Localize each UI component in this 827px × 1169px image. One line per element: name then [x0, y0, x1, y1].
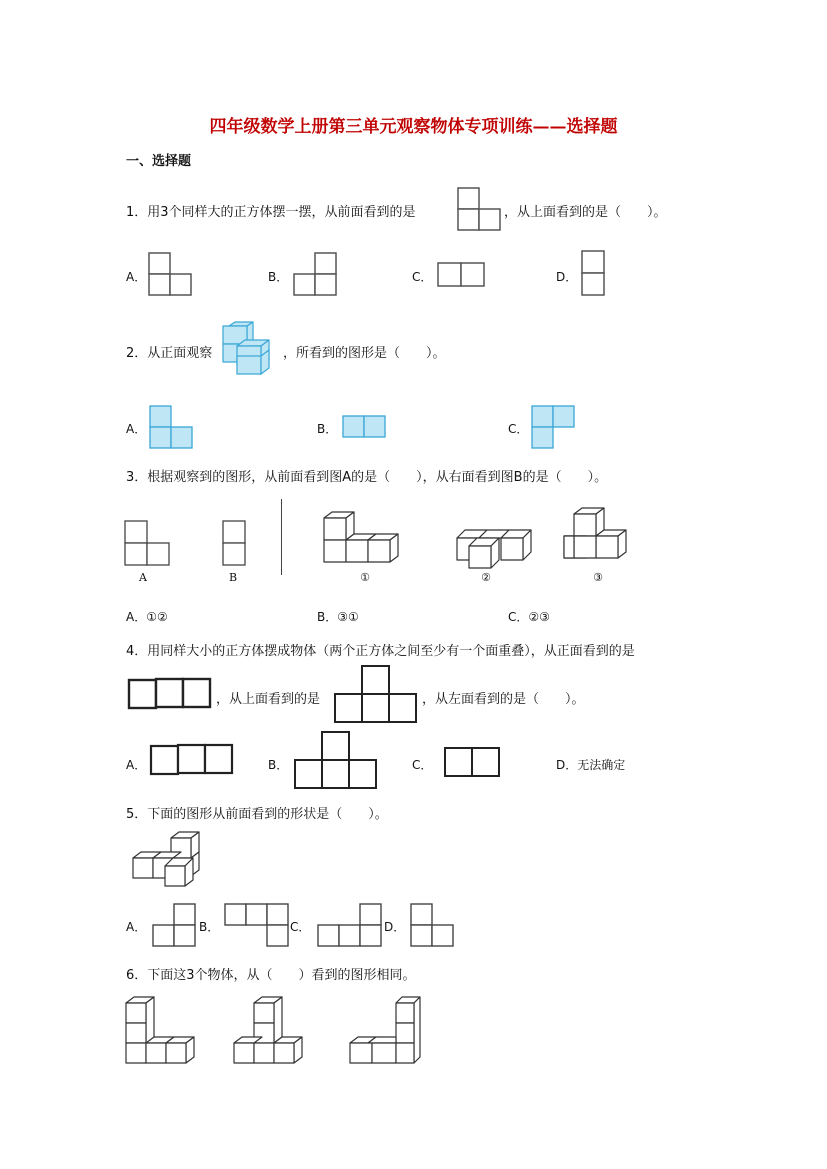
q2-option-b-figure[interactable]	[342, 415, 386, 438]
q3-shape-3	[562, 506, 632, 570]
q5-option-d-figure[interactable]	[410, 903, 454, 947]
q5-option-b-label[interactable]: B．	[199, 920, 220, 934]
q4-option-b-figure[interactable]	[294, 731, 378, 789]
q1-option-a-label[interactable]: A．	[126, 270, 147, 284]
q3-shape-1	[322, 510, 404, 568]
q4-option-d[interactable]: D．无法确定	[556, 758, 626, 772]
q5-option-a-figure[interactable]	[152, 903, 196, 947]
q2-text-a: 2．从正面观察	[126, 346, 213, 361]
q1-text-b: ，从上面看到的是（ ）。	[504, 205, 667, 220]
q6-object-1	[124, 995, 200, 1071]
q5-option-c-figure[interactable]	[317, 903, 383, 947]
q4-option-c-label[interactable]: C．	[412, 758, 433, 772]
q1-front-view-figure	[457, 187, 501, 231]
q4-top-view-figure	[334, 665, 418, 723]
q1-option-a-figure[interactable]	[148, 252, 192, 296]
q4-option-c-figure[interactable]	[444, 747, 500, 777]
page-title: 四年级数学上册第三单元观察物体专项训练——选择题	[209, 117, 618, 137]
q3-shape-3-label: ③	[593, 571, 603, 584]
q1-option-c-label[interactable]: C．	[412, 270, 433, 284]
q5-option-b-figure[interactable]	[224, 903, 290, 947]
q2-cube-figure	[221, 316, 277, 378]
q6-text: 6．下面这3个物体，从（ ）看到的图形相同。	[126, 968, 416, 983]
q3-shape-2	[455, 526, 537, 572]
q1-option-b-figure[interactable]	[293, 252, 337, 296]
q4-option-b-label[interactable]: B．	[268, 758, 289, 772]
q1-text-a: 1．用3个同样大的正方体摆一摆，从前面看到的是	[126, 205, 416, 220]
section-heading: 一、选择题	[126, 154, 192, 169]
q2-option-c-label[interactable]: C．	[508, 422, 529, 436]
q3-text: 3．根据观察到的图形，从前面看到图A的是（ ），从右面看到图B的是（ ）。	[126, 470, 608, 485]
q2-option-c-figure[interactable]	[531, 405, 575, 449]
q3-shape-2-label: ②	[481, 571, 491, 584]
q3-view-b-figure	[222, 520, 246, 566]
q4-option-a-label[interactable]: A．	[126, 758, 147, 772]
q5-text: 5．下面的图形从前面看到的形状是（ ）。	[126, 807, 388, 822]
q3-option-b[interactable]: B．③①	[317, 610, 359, 624]
q1-option-c-figure[interactable]	[437, 262, 485, 287]
q3-option-c[interactable]: C．②③	[508, 610, 550, 624]
q3-view-a-figure	[124, 520, 170, 566]
q2-option-a-figure[interactable]	[149, 405, 193, 449]
q4-front-view-figure	[127, 677, 213, 711]
q3-shape-1-label: ①	[360, 571, 370, 584]
q4-text: 4．用同样大小的正方体摆成物体（两个正方体之间至少有一个面重叠），从正面看到的是	[126, 644, 635, 659]
q1-option-d-label[interactable]: D．	[556, 270, 578, 284]
q2-option-a-label[interactable]: A．	[126, 422, 147, 436]
q6-object-3	[348, 995, 422, 1071]
q4-text-c: ，从左面看到的是（ ）。	[422, 692, 585, 707]
q5-cube-figure	[131, 830, 205, 890]
q1-option-d-figure[interactable]	[581, 250, 606, 296]
q2-text-b: ，所看到的图形是（ ）。	[283, 346, 446, 361]
q4-text-b: ，从上面看到的是	[216, 692, 321, 707]
q5-option-a-label[interactable]: A．	[126, 920, 147, 934]
q6-object-2	[232, 995, 304, 1071]
q1-option-b-label[interactable]: B．	[268, 270, 289, 284]
q3-option-a[interactable]: A．①②	[126, 610, 168, 624]
q5-option-c-label[interactable]: C．	[290, 920, 311, 934]
q3-view-b-label: B	[228, 571, 238, 584]
q3-divider	[281, 499, 282, 575]
q4-option-a-figure[interactable]	[149, 743, 235, 777]
q5-option-d-label[interactable]: D．	[384, 920, 406, 934]
q3-view-a-label: A	[139, 571, 147, 584]
q2-option-b-label[interactable]: B．	[317, 422, 338, 436]
